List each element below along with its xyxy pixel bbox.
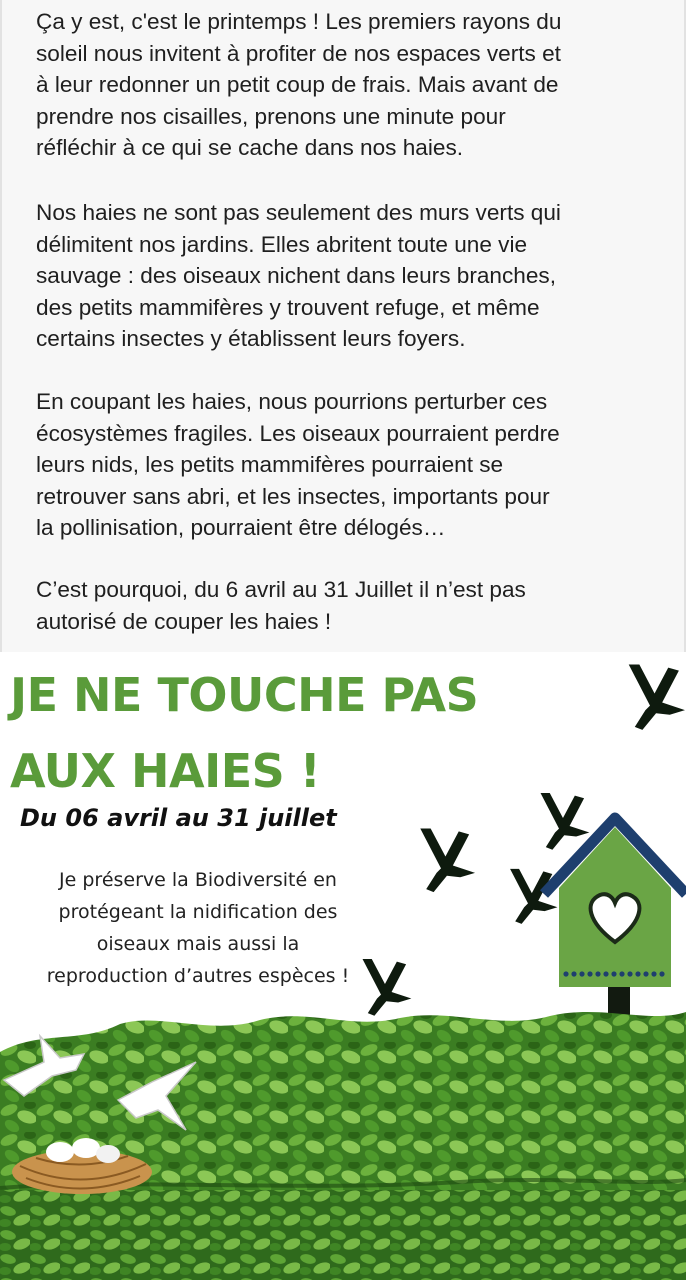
poster-image[interactable] (0, 652, 686, 1280)
poster-title-line1: JE NE TOUCHE PAS (10, 668, 479, 722)
bird-silhouette-icon (629, 665, 685, 730)
poster-title-line2: AUX HAIES ! (10, 744, 321, 798)
bird-silhouette-icon (510, 869, 557, 924)
post-paragraph: En coupant les haies, nous pourrions perturber ces écosystèmes fragiles. Les oiseaux pourraient perdre leurs nids, les petits mammifères pourraient se retrouver sans abri, et les insectes, importants pour la pollinisation, pourraient être délogés… (36, 389, 560, 540)
poster-message: Je préserve la Biodiversité en protégeant la nidification des oiseaux mais aussi la reproduction d’autres espèces ! (46, 869, 350, 987)
post-paragraph: Ça y est, c'est le printemps ! Les premiers rayons du soleil nous invitent à profiter de nos espaces verts et à leur redonner un petit coup de frais. Mais avant de prendre nos cisailles, prenons une minute pour réfléchir à ce qui se cache dans nos haies. (36, 9, 562, 160)
bird-silhouette-icon (420, 828, 475, 892)
bird-silhouette-icon (541, 793, 590, 850)
post-paragraph: Nos haies ne sont pas seulement des murs verts qui délimitent nos jardins. Elles abritent toute une vie sauvage : des oiseaux nichent dans leurs branches, des petits mammifères y trouvent refuge, et même certains insectes y établissent leurs foyers. (36, 200, 561, 351)
post-paragraph: C’est pourquoi, du 6 avril au 31 Juillet il n’est pas autorisé de couper les haies ! (36, 577, 526, 634)
poster-dates: Du 06 avril au 31 juillet (20, 804, 337, 832)
